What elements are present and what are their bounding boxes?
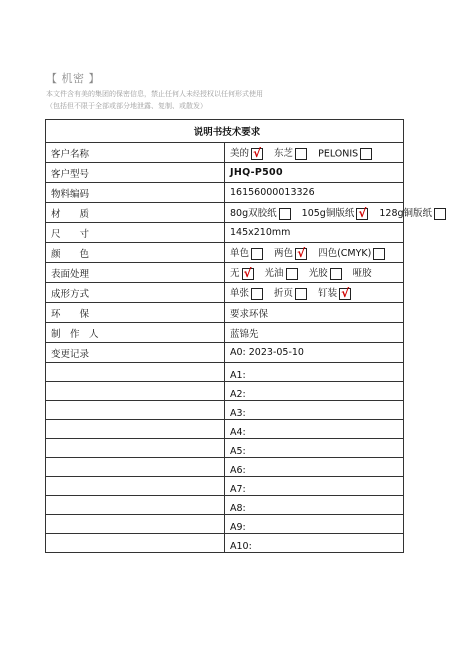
changelog-entry: A7: [225,477,404,496]
checkbox-single-color[interactable] [251,248,263,260]
changelog-row [46,382,404,401]
empty-label-cell [46,439,225,458]
row-changelog [46,343,404,363]
row-label: 客户型号 [46,163,225,183]
material-options [225,203,433,223]
row-label: 表面处理 [46,263,225,283]
changelog-entry: A5: [225,439,404,458]
option-label: PELONIS [318,148,359,160]
row-label: 变更记录 [46,343,225,363]
changelog-row [46,534,404,553]
option-label: 105g铜版纸 [301,208,355,220]
row-label: 材 质 [46,203,225,223]
changelog-entry: A9: [225,515,404,534]
checkbox-varnish[interactable] [286,268,298,280]
confidential-mark: 【 机密 】 [46,72,100,85]
changelog-entry: A0: 2023-05-10 [225,343,404,363]
empty-label-cell [46,534,225,553]
changelog-entry: A1: [225,363,404,382]
table-title: 说明书技术要求 [46,120,404,143]
checkbox-105g-coated[interactable] [356,208,368,220]
option-label: 128g铜版纸 [379,208,433,220]
empty-label-cell [46,420,225,439]
empty-label-cell [46,401,225,420]
checkbox-80g-offset[interactable] [279,208,291,220]
row-surface [46,263,404,283]
changelog-row [46,515,404,534]
color-options [225,243,404,263]
option-label: 单张 [230,288,250,300]
option-label: 钉装 [318,288,338,300]
changelog-entry: A8: [225,496,404,515]
row-label: 环 保 [46,303,225,323]
row-customer-model [46,163,404,183]
size-value: 145x210mm [225,223,404,243]
checkbox-meidi[interactable] [251,148,263,160]
environment-value: 要求环保 [225,303,404,323]
surface-options [225,263,404,283]
checkbox-two-color[interactable] [295,248,307,260]
checkbox-folded[interactable] [295,288,307,300]
option-label: 两色 [274,248,294,260]
empty-label-cell [46,363,225,382]
empty-label-cell [46,496,225,515]
changelog-row [46,363,404,382]
checkbox-toshiba[interactable] [295,148,307,160]
row-label: 物料编码 [46,183,225,203]
row-label: 尺 寸 [46,223,225,243]
row-material [46,203,404,223]
changelog-entry: A10: [225,534,404,553]
option-label: 哑胶 [352,268,372,280]
row-environment [46,303,404,323]
row-customer-name [46,143,404,163]
changelog-row [46,439,404,458]
row-label: 颜 色 [46,243,225,263]
row-label: 制 作 人 [46,323,225,343]
confidentiality-notice: 本文件含有美的集团的保密信息，禁止任何人未经授权以任何形式使用 [46,90,263,98]
option-label: 光胶 [308,268,328,280]
row-size [46,223,404,243]
changelog-row [46,458,404,477]
row-label: 客户名称 [46,143,225,163]
checkbox-128g-coated[interactable] [434,208,446,220]
material-code-value: 16156000013326 [225,183,404,203]
checkbox-single-sheet[interactable] [251,288,263,300]
empty-label-cell [46,458,225,477]
confidentiality-notice-scope: （包括但不限于全部或部分地泄露、复制、或散发） [46,102,207,110]
checkbox-pelonis[interactable] [360,148,372,160]
option-label: 美的 [230,148,250,160]
empty-label-cell [46,515,225,534]
customer-name-options [225,143,404,163]
option-label: 东芝 [274,148,294,160]
empty-label-cell [46,477,225,496]
changelog-entry: A4: [225,420,404,439]
row-label: 成形方式 [46,283,225,303]
checkbox-gloss-lam[interactable] [330,268,342,280]
row-material-code [46,183,404,203]
option-label: 无 [230,268,240,280]
spec-table [45,119,433,553]
checkbox-stapled[interactable] [339,288,351,300]
row-maker [46,323,404,343]
changelog-row [46,420,404,439]
option-label: 单色 [230,248,250,260]
option-label: 80g双胶纸 [230,208,277,220]
changelog-row [46,401,404,420]
changelog-entry: A6: [225,458,404,477]
changelog-entry: A2: [225,382,404,401]
changelog-row [46,496,404,515]
checkbox-cmyk[interactable] [373,248,385,260]
customer-model-value: JHQ-P500 [225,163,404,183]
empty-label-cell [46,382,225,401]
checkbox-none[interactable] [242,268,254,280]
changelog-entry: A3: [225,401,404,420]
option-label: 四色(CMYK) [318,248,372,260]
row-forming [46,283,404,303]
maker-value: 蓝锦先 [225,323,404,343]
option-label: 折页 [274,288,294,300]
forming-options [225,283,404,303]
option-label: 光油 [264,268,284,280]
row-color [46,243,404,263]
changelog-row [46,477,404,496]
